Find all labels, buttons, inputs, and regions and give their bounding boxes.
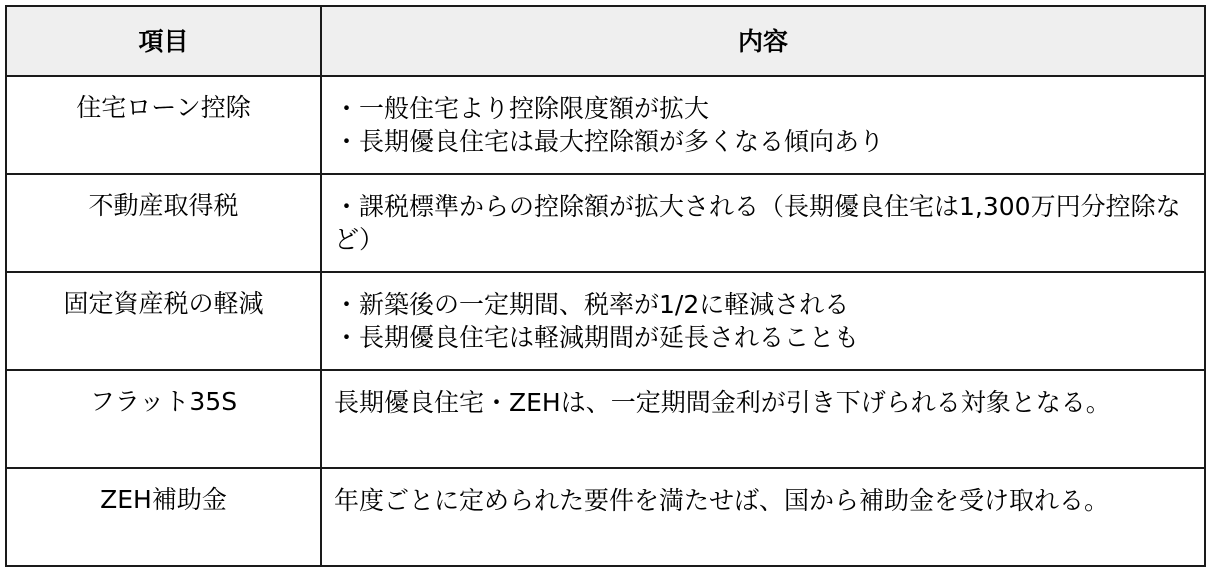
content-line: ・長期優良住宅は最大控除額が多くなる傾向あり <box>334 127 885 156</box>
row-content <box>321 272 1205 370</box>
table-row <box>6 76 1205 174</box>
table-row <box>6 272 1205 370</box>
header-item: 項目 <box>6 6 321 76</box>
content-line: ・一般住宅より控除限度額が拡大 <box>334 94 710 123</box>
benefits-table-container <box>5 5 1204 567</box>
row-item-label: ZEH補助金 <box>6 468 321 566</box>
row-content <box>321 174 1205 272</box>
row-content <box>321 76 1205 174</box>
row-item-label: 不動産取得税 <box>6 174 321 272</box>
content-line: ・長期優良住宅は軽減期間が延長されることも <box>334 323 860 352</box>
content-line: ・課税標準からの控除額が拡大される（長期優良住宅は1,300万円分控除など） <box>334 192 1181 254</box>
table-row <box>6 370 1205 468</box>
content-line: 長期優良住宅・ZEHは、一定期間金利が引き下げられる対象となる。 <box>334 388 1111 417</box>
header-content: 内容 <box>321 6 1205 76</box>
content-line: 年度ごとに定められた要件を満たせば、国から補助金を受け取れる。 <box>334 486 1110 515</box>
row-item-label: フラット35S <box>6 370 321 468</box>
row-content <box>321 468 1205 566</box>
row-item-label: 住宅ローン控除 <box>6 76 321 174</box>
table-row <box>6 174 1205 272</box>
row-content <box>321 370 1205 468</box>
table-row <box>6 468 1205 566</box>
header-row <box>6 6 1205 76</box>
content-line: ・新築後の一定期間、税率が1/2に軽減される <box>334 290 850 319</box>
benefits-table <box>5 5 1206 567</box>
row-item-label: 固定資産税の軽減 <box>6 272 321 370</box>
